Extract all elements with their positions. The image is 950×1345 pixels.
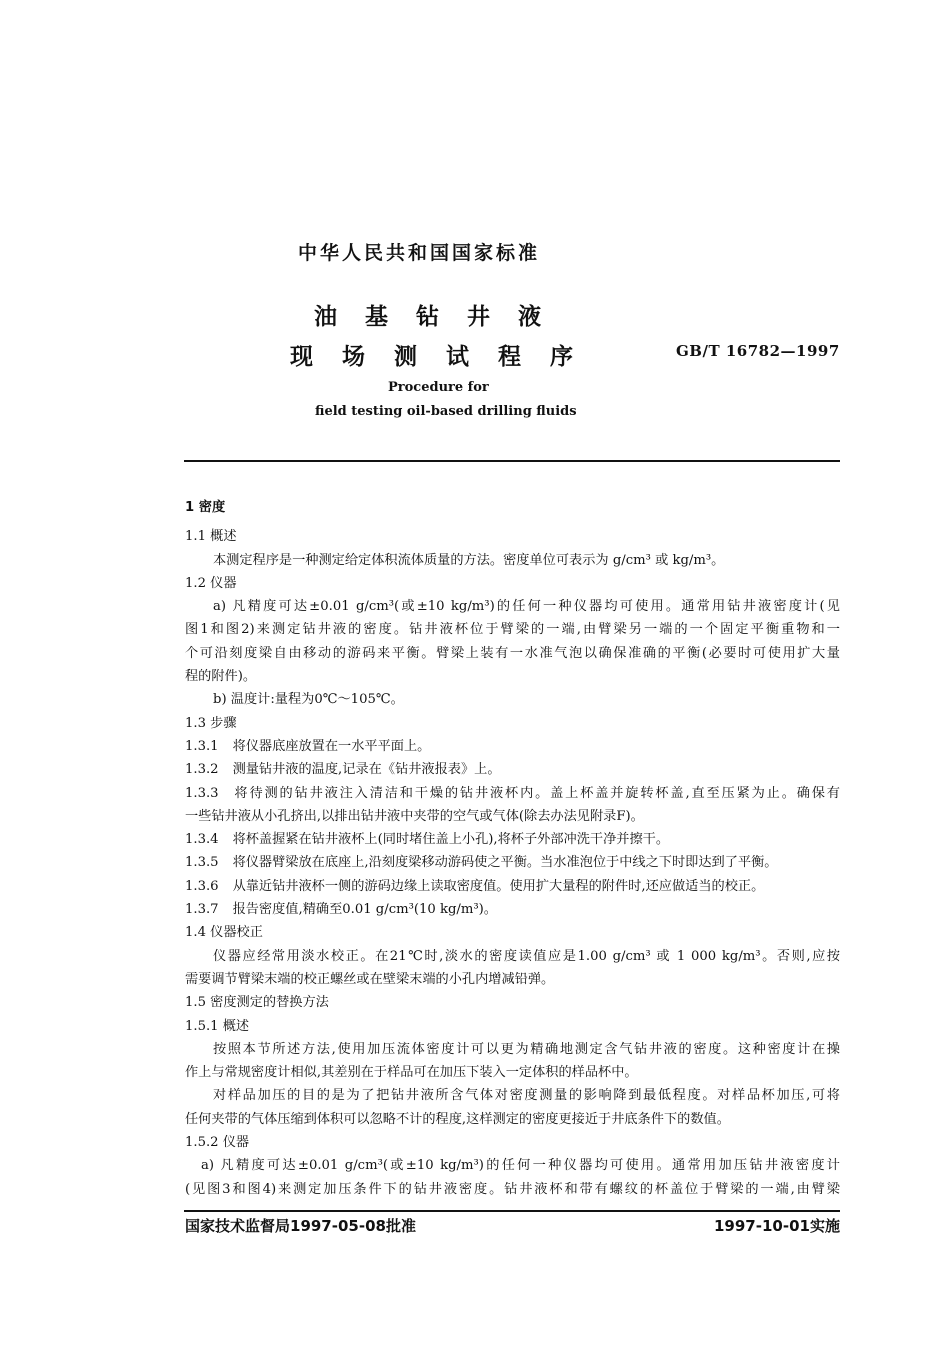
clause-number: 1.3.1 — [185, 738, 219, 754]
document-body — [185, 496, 840, 1201]
english-title-line1: Procedure for — [388, 380, 489, 395]
clause — [185, 828, 840, 851]
header-divider — [184, 460, 840, 462]
subsection-heading: 1.5 密度测定的替换方法 — [185, 995, 329, 1011]
paragraph-line: 一些钻井液从小孔挤出,以排出钻井液中夹带的空气或气体(除去办法见附录F)。 — [185, 808, 644, 824]
approval-note: 国家技术监督局1997-05-08批准 — [185, 1217, 416, 1235]
clause — [185, 898, 840, 921]
paragraph-line: b) 温度计:量程为0℃～105℃。 — [213, 692, 404, 708]
clause-text: 将待测的钻井液注入清洁和干燥的钻井液杯内。盖上杯盖并旋转杯盖,直至压紧为止。确保有 — [232, 785, 840, 801]
paragraph-line: 任何夹带的气体压缩到体积可以忽略不计的程度,这样测定的密度更接近于井底条件下的数值。 — [185, 1111, 730, 1127]
clause-text: 将杯盖握紧在钻井液杯上(同时堵住盖上小孔),将杯子外部冲洗干净并擦干。 — [232, 832, 670, 848]
footer-divider — [184, 1210, 840, 1212]
subsection-heading: 1.2 仪器 — [185, 575, 237, 591]
clause-text: 将仪器底座放置在一水平平面上。 — [232, 738, 431, 754]
section-heading: 1 密度 — [185, 500, 226, 515]
paragraph-line: 图1和图2)来测定钻井液的密度。钻井液杯位于臂梁的一端,由臂梁另一端的一个固定平衡重物和一 — [185, 622, 840, 638]
clause-number: 1.3.6 — [185, 878, 219, 894]
document-title-line1: 油基钻井液 — [314, 303, 569, 330]
paragraph-line: a) 凡精度可达±0.01 g/cm³(或±10 kg/m³)的任何一种仪器均可使用。通常用钻井液密度计(见 — [213, 599, 840, 615]
paragraph-line: a) 凡精度可达±0.01 g/cm³(或±10 kg/m³)的任何一种仪器均可使用。通常用加压钻井液密度计 — [201, 1158, 840, 1174]
subsection-heading: 1.1 概述 — [185, 529, 237, 545]
paragraph-line: 对样品加压的目的是为了把钻井液所含气体对密度测量的影响降到最低程度。对样品杯加压,可将 — [213, 1088, 840, 1104]
clause-number: 1.3.7 — [185, 902, 219, 918]
document-title-line2: 现场测试程序 — [290, 343, 602, 370]
clause-text: 测量钻井液的温度,记录在《钻井液报表》上。 — [232, 762, 501, 778]
paragraph-line: (见图3和图4)来测定加压条件下的钻井液密度。钻井液杯和带有螺纹的杯盖位于臂梁的一端,由臂梁 — [185, 1181, 840, 1197]
paragraph-line: 作上与常规密度计相似,其差别在于样品可在加压下装入一定体积的样品杯中。 — [185, 1065, 638, 1081]
paragraph-line: 按照本节所述方法,使用加压流体密度计可以更为精确地测定含气钻井液的密度。这种密度计在操 — [213, 1041, 840, 1057]
clause-text: 将仪器臂梁放在底座上,沿刻度梁移动游码使之平衡。当水准泡位于中线之下时即达到了平衡。 — [232, 855, 778, 871]
clause-number: 1.3.3 — [185, 785, 219, 801]
clause-number: 1.3.5 — [185, 855, 219, 871]
clause-text: 从靠近钻井液杯一侧的游码边缘上读取密度值。使用扩大量程的附件时,还应做适当的校正。 — [232, 878, 765, 894]
standard-name: 中华人民共和国国家标准 — [298, 242, 541, 264]
subsection-heading: 1.3 步骤 — [185, 715, 237, 731]
paragraph-line: 程的附件)。 — [185, 669, 257, 685]
standard-code: GB/T 16782—1997 — [676, 342, 840, 360]
clause-number: 1.3.4 — [185, 832, 219, 848]
clause — [185, 875, 840, 898]
clause — [185, 782, 840, 805]
clause-text: 报告密度值,精确至0.01 g/cm³(10 kg/m³)。 — [232, 902, 497, 918]
paragraph-line: 仪器应经常用淡水校正。在21℃时,淡水的密度读值应是1.00 g/cm³ 或 1 000 kg/m³。否则,应按 — [213, 948, 840, 964]
clause-number: 1.3.2 — [185, 762, 219, 778]
paragraph: 本测定程序是一种测定给定体积流体质量的方法。密度单位可表示为 g/cm³ 或 kg/m³。 — [213, 552, 725, 568]
english-title-line2: field testing oil-based drilling fluids — [315, 404, 577, 419]
subsection-heading: 1.5.2 仪器 — [185, 1135, 250, 1151]
clause — [185, 735, 840, 758]
subsection-heading: 1.4 仪器校正 — [185, 925, 263, 941]
clause — [185, 758, 840, 781]
clause — [185, 851, 840, 874]
paragraph-line: 需要调节臂梁末端的校正螺丝或在壁梁末端的小孔内增减铅弹。 — [185, 971, 555, 987]
subsection-heading: 1.5.1 概述 — [185, 1018, 250, 1034]
effective-date: 1997-10-01实施 — [714, 1217, 840, 1235]
paragraph-line: 个可沿刻度梁自由移动的游码来平衡。臂梁上装有一水准气泡以确保准确的平衡(必要时可使用扩大量 — [185, 645, 840, 661]
